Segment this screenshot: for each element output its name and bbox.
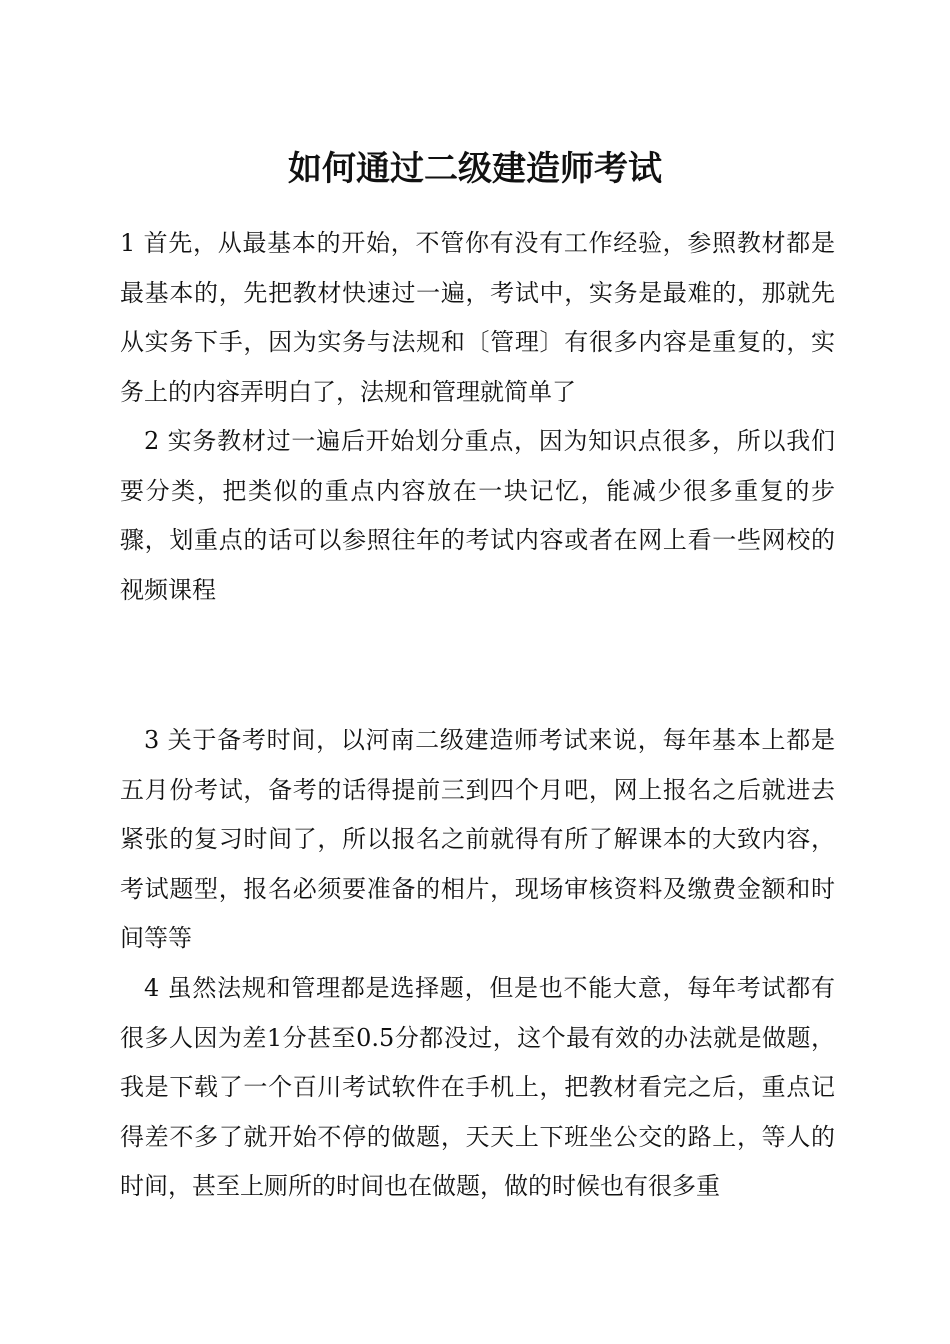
paragraph-3: 3 关于备考时间，以河南二级建造师考试来说，每年基本上都是五月份考试，备考的话得提前三到四个月吧，网上报名之后就进去紧张的复习时间了，所以报名之前就得有所了解课本的大致内容，考试题型，报名必须要准备的相片，现场审核资料及缴费金额和时间等等 xyxy=(120,726,835,952)
paragraph-2: 2 实务教材过一遍后开始划分重点，因为知识点很多，所以我们要分类，把类似的重点内容放在一块记忆，能减少很多重复的步骤，划重点的话可以参照往年的考试内容或者在网上看一些网校的视频课程 xyxy=(120,427,835,604)
paragraph-4: 4 虽然法规和管理都是选择题，但是也不能大意，每年考试都有很多人因为差1分甚至0.5分都没过，这个最有效的办法就是做题，我是下载了一个百川考试软件在手机上，把教材看完之后，重点记得差不多了就开始不停的做题，天天上下班坐公交的路上，等人的时间，甚至上厕所的时间也在做题，做的时候也有很多重 xyxy=(120,974,835,1200)
paragraph-1: 1 首先，从最基本的开始，不管你有没有工作经验，参照教材都是最基本的，先把教材快速过一遍，考试中，实务是最难的，那就先从实务下手，因为实务与法规和〔管理〕有很多内容是重复的，实务上的内容弄明白了，法规和管理就简单了 xyxy=(120,229,835,406)
document-title: 如何通过二级建造师考试 xyxy=(288,149,662,189)
